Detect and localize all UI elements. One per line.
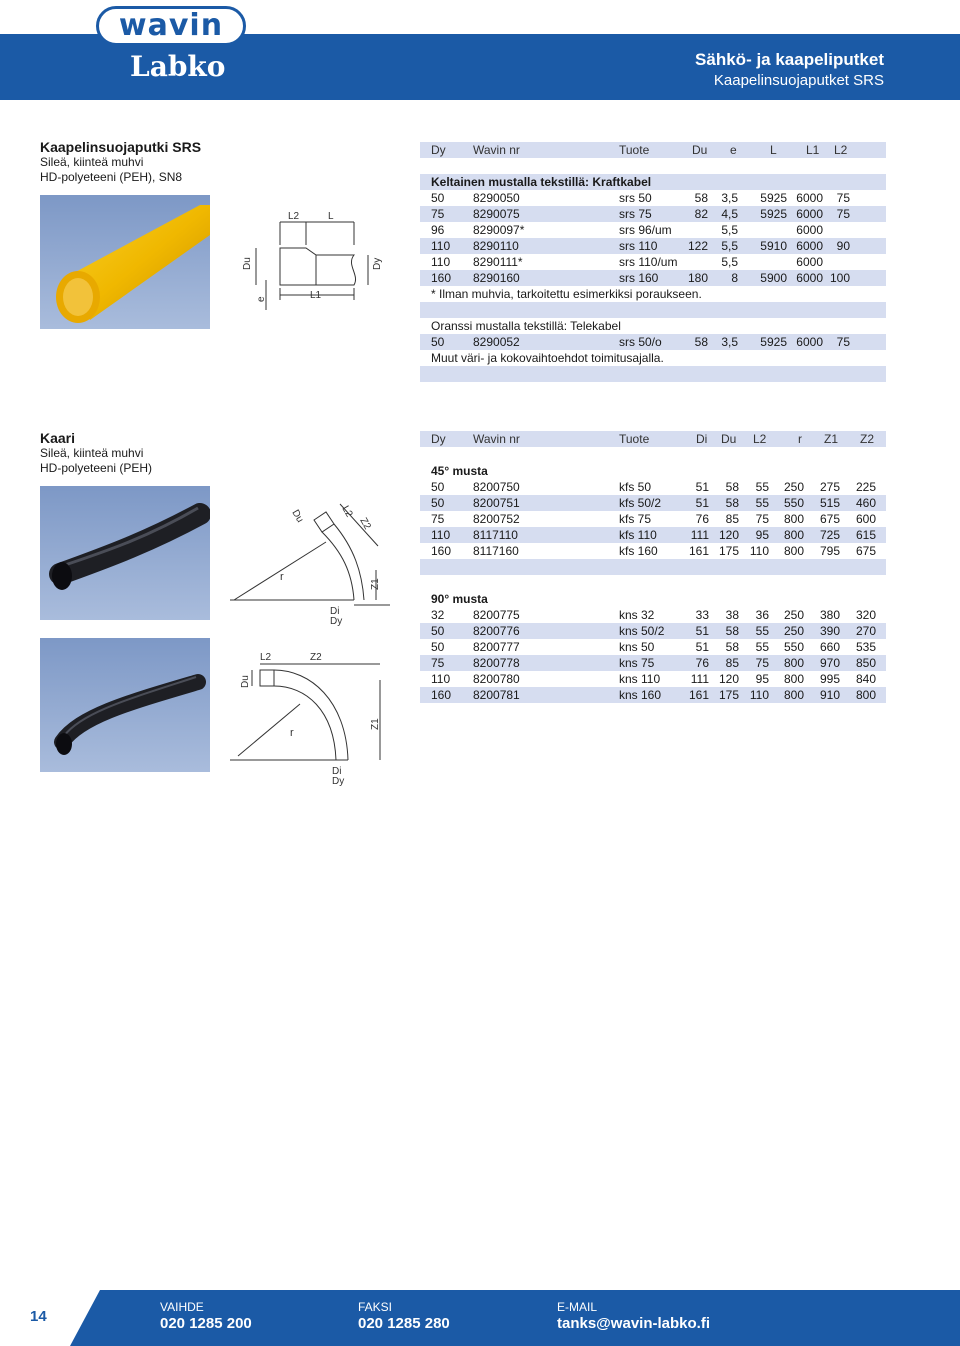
page-header xyxy=(0,0,960,100)
table-cell: 111 xyxy=(690,672,709,686)
table-cell: 82 xyxy=(694,207,708,221)
table-row xyxy=(420,238,886,254)
table-cell: 8290052 xyxy=(473,335,520,349)
srs-dimension-diagram xyxy=(236,200,406,310)
table-cell: 5900 xyxy=(760,271,787,285)
table-cell: 5,5 xyxy=(721,255,738,269)
table-cell: 675 xyxy=(819,512,840,526)
table-cell: srs 75 xyxy=(619,207,652,221)
table-cell: 110 xyxy=(431,239,451,253)
table-row xyxy=(420,479,886,495)
col-tuote: Tuote xyxy=(619,143,650,157)
table-cell: 50 xyxy=(431,335,445,349)
table-cell: 32 xyxy=(431,608,445,622)
col-z2: Z2 xyxy=(860,432,875,446)
table-cell: 800 xyxy=(783,672,804,686)
kaari-group2: 90° musta xyxy=(431,592,488,606)
table-cell: 800 xyxy=(783,544,804,558)
srs-pipe-photo xyxy=(40,195,210,329)
table-cell: 275 xyxy=(819,480,840,494)
table-row xyxy=(420,495,886,511)
table-cell: 33 xyxy=(695,608,709,622)
table-cell: 8200751 xyxy=(473,496,520,510)
kaari-90-diagram xyxy=(230,640,405,790)
table-cell: 50 xyxy=(431,191,445,205)
table-cell: 110 xyxy=(749,688,769,702)
table-cell: 800 xyxy=(855,688,876,702)
srs-dia-e: e xyxy=(256,296,267,302)
table-cell: 175 xyxy=(718,688,739,702)
labko-logo: Labko xyxy=(130,50,226,83)
table-cell: 390 xyxy=(819,624,840,638)
table-cell: 8290160 xyxy=(473,271,520,285)
table-cell: 8290111* xyxy=(473,255,523,269)
table-cell: 51 xyxy=(695,624,709,638)
table-cell: kns 75 xyxy=(619,656,655,670)
table-cell: 58 xyxy=(694,335,708,349)
email-value[interactable]: tanks@wavin-labko.fi xyxy=(557,1315,710,1332)
table-cell: 8200752 xyxy=(473,512,520,526)
table-cell: 270 xyxy=(855,624,876,638)
table-cell: srs 160 xyxy=(619,271,659,285)
srs-group1: Keltainen mustalla tekstillä: Kraftkabel xyxy=(420,174,886,190)
srs-group2: Oranssi mustalla tekstillä: Telekabel xyxy=(431,319,621,333)
table-cell: 5,5 xyxy=(721,223,738,237)
table-cell: 175 xyxy=(718,544,739,558)
table-cell: 58 xyxy=(725,480,739,494)
table-cell: 36 xyxy=(755,608,769,622)
srs-heading xyxy=(40,139,201,185)
table-cell: kns 110 xyxy=(619,672,661,686)
table-cell: 725 xyxy=(819,528,840,542)
table-cell: 8290075 xyxy=(473,207,520,221)
table-cell: kns 160 xyxy=(619,688,662,702)
table-cell: 160 xyxy=(431,544,452,558)
table-cell: kfs 50/2 xyxy=(619,496,662,510)
kaari-dia-z2: Z2 xyxy=(357,516,373,532)
table-cell: 6000 xyxy=(796,255,823,269)
table-cell: 8200775 xyxy=(473,608,520,622)
table-row xyxy=(420,334,886,350)
col-r: r xyxy=(798,432,802,446)
table-cell: 55 xyxy=(755,480,769,494)
table-cell: 8290110 xyxy=(473,239,519,253)
table-cell: 58 xyxy=(694,191,708,205)
srs-note1: * Ilman muhvia, tarkoitettu esimerkiksi poraukseen. xyxy=(431,287,702,301)
table-cell: 380 xyxy=(819,608,840,622)
table-cell: 75 xyxy=(431,512,445,526)
spacer xyxy=(420,302,886,318)
page-number: 14 xyxy=(30,1308,47,1325)
table-row xyxy=(420,254,886,270)
table-cell: 38 xyxy=(725,608,739,622)
table-cell: 75 xyxy=(836,191,850,205)
table-cell: 180 xyxy=(687,271,708,285)
table-cell: 75 xyxy=(755,656,769,670)
table-row xyxy=(420,527,886,543)
col-l2: L2 xyxy=(834,143,848,157)
srs-table xyxy=(420,142,886,382)
kaari-table-header xyxy=(420,431,886,447)
kaari90-dia-z1: Z1 xyxy=(370,718,381,730)
table-cell: 6000 xyxy=(796,207,823,221)
table-cell: srs 96/um xyxy=(619,223,672,237)
table-cell: 76 xyxy=(695,656,709,670)
table-cell: 96 xyxy=(431,223,445,237)
kaari-dia-r: r xyxy=(280,571,284,583)
table-cell: 75 xyxy=(431,656,445,670)
srs-sub1: Sileä, kiinteä muhvi xyxy=(40,155,144,169)
table-row xyxy=(420,543,886,559)
kaari-title: Kaari xyxy=(40,430,76,446)
table-cell: srs 110 xyxy=(619,239,658,253)
kaari-dia-du: Du xyxy=(289,508,306,525)
table-cell: 122 xyxy=(687,239,708,253)
table-cell: 550 xyxy=(783,640,804,654)
table-cell: 95 xyxy=(755,672,769,686)
srs-note2: Muut väri- ja kokovaihtoehdot toimitusajalla. xyxy=(431,351,664,365)
table-cell: 50 xyxy=(431,624,445,638)
table-cell: 55 xyxy=(755,496,769,510)
table-cell: 75 xyxy=(431,207,445,221)
table-cell: 970 xyxy=(819,656,840,670)
table-cell: 160 xyxy=(431,688,452,702)
spacer xyxy=(420,559,886,575)
col-wavin-nr: Wavin nr xyxy=(473,432,520,446)
table-cell: 460 xyxy=(855,496,876,510)
table-cell: 8200781 xyxy=(473,688,520,702)
table-cell: 110 xyxy=(749,544,769,558)
header-subtitle: Kaapelinsuojaputket SRS xyxy=(713,72,884,89)
table-cell: 675 xyxy=(855,544,876,558)
kaari-dia-dy: Dy xyxy=(330,616,343,627)
table-cell: 50 xyxy=(431,496,445,510)
table-cell: 910 xyxy=(819,688,840,702)
table-cell: 3,5 xyxy=(721,191,738,205)
col-du: Du xyxy=(692,143,708,157)
table-cell: 51 xyxy=(695,480,709,494)
wavin-logo xyxy=(96,6,246,46)
footer-email xyxy=(557,1300,710,1332)
srs-table-header xyxy=(420,142,886,158)
table-cell: 55 xyxy=(755,640,769,654)
table-cell: 58 xyxy=(725,624,739,638)
table-row xyxy=(420,623,886,639)
table-row xyxy=(420,511,886,527)
table-cell: 550 xyxy=(783,496,804,510)
table-cell: 58 xyxy=(725,496,739,510)
kaari90-dia-z2: Z2 xyxy=(310,652,322,663)
table-cell: 58 xyxy=(725,640,739,654)
table-cell: 5925 xyxy=(760,335,787,349)
table-cell: 850 xyxy=(855,656,876,670)
email-label: E-MAIL xyxy=(557,1300,598,1314)
table-cell: 110 xyxy=(431,528,451,542)
table-row xyxy=(420,639,886,655)
table-row xyxy=(420,190,886,206)
table-row xyxy=(420,607,886,623)
table-cell: 5925 xyxy=(760,207,787,221)
table-cell: 111 xyxy=(690,528,709,542)
srs-dia-l: L xyxy=(328,211,334,222)
table-cell: 110 xyxy=(431,255,451,269)
page-footer xyxy=(0,1290,960,1346)
table-cell: srs 50 xyxy=(619,191,652,205)
table-cell: 50 xyxy=(431,640,445,654)
kaari90-dia-r: r xyxy=(290,727,294,739)
table-cell: 75 xyxy=(836,207,850,221)
spacer xyxy=(420,366,886,382)
srs-title: Kaapelinsuojaputki SRS xyxy=(40,139,202,155)
kaari-dia-z1: Z1 xyxy=(370,578,381,590)
table-cell: 5910 xyxy=(760,239,787,253)
kaari-90-photo xyxy=(40,638,210,772)
table-cell: 995 xyxy=(819,672,840,686)
col-z1: Z1 xyxy=(824,432,839,446)
table-cell: 250 xyxy=(783,608,804,622)
table-cell: 161 xyxy=(688,544,709,558)
table-cell: 600 xyxy=(855,512,876,526)
table-cell: 660 xyxy=(819,640,840,654)
table-cell: 120 xyxy=(718,528,739,542)
table-cell: 51 xyxy=(695,496,709,510)
footer-fax xyxy=(358,1300,450,1332)
table-cell: kfs 50 xyxy=(619,480,652,494)
table-cell: 160 xyxy=(431,271,452,285)
kaari-45-diagram xyxy=(230,490,405,630)
col-wavin-nr: Wavin nr xyxy=(473,143,520,157)
table-cell: srs 50/o xyxy=(619,335,662,349)
table-cell: 8200776 xyxy=(473,624,520,638)
table-cell: 85 xyxy=(725,656,739,670)
col-l1: L1 xyxy=(806,143,820,157)
col-di: Di xyxy=(696,432,708,446)
kaari90-dia-dy: Dy xyxy=(332,776,345,787)
table-cell: 120 xyxy=(718,672,739,686)
table-row xyxy=(420,687,886,703)
spacer xyxy=(420,575,886,591)
srs-dia-dy: Dy xyxy=(372,257,383,270)
table-cell: 8290050 xyxy=(473,191,520,205)
table-cell: kns 50/2 xyxy=(619,624,665,638)
table-cell: 95 xyxy=(755,528,769,542)
table-cell: 85 xyxy=(725,512,739,526)
table-cell: 75 xyxy=(755,512,769,526)
table-cell: 800 xyxy=(783,512,804,526)
col-dy: Dy xyxy=(431,432,446,446)
table-cell: 320 xyxy=(855,608,876,622)
table-cell: 8200750 xyxy=(473,480,520,494)
table-row xyxy=(420,655,886,671)
table-cell: 75 xyxy=(836,335,850,349)
table-cell: 6000 xyxy=(796,271,823,285)
table-cell: 840 xyxy=(855,672,876,686)
kaari-45-photo xyxy=(40,486,210,620)
table-cell: kns 50 xyxy=(619,640,655,654)
srs-dia-l1: L1 xyxy=(310,290,322,301)
fax-label: FAKSI xyxy=(358,1300,393,1314)
table-cell: 8117110 xyxy=(473,528,518,542)
table-cell: 795 xyxy=(819,544,840,558)
table-cell: 615 xyxy=(855,528,876,542)
table-cell: 8117160 xyxy=(473,544,519,558)
srs-dia-l2: L2 xyxy=(288,211,300,222)
table-cell: 8290097* xyxy=(473,223,525,237)
table-cell: 250 xyxy=(783,480,804,494)
table-cell: 8200778 xyxy=(473,656,520,670)
phone-value: 020 1285 200 xyxy=(160,1315,252,1332)
table-cell: 5,5 xyxy=(721,239,738,253)
table-cell: 100 xyxy=(829,271,850,285)
col-dy: Dy xyxy=(431,143,446,157)
kaari-sub2: HD-polyeteeni (PEH) xyxy=(40,461,153,475)
table-cell: 6000 xyxy=(796,223,823,237)
table-cell: srs 110/um xyxy=(619,255,678,269)
table-cell: 800 xyxy=(783,528,804,542)
table-row xyxy=(420,222,886,238)
table-cell: 90 xyxy=(836,239,850,253)
table-row xyxy=(420,270,886,286)
spacer xyxy=(420,447,886,463)
table-cell: 55 xyxy=(755,624,769,638)
col-l2: L2 xyxy=(753,432,767,446)
col-du: Du xyxy=(721,432,737,446)
spacer xyxy=(420,158,886,174)
table-cell: 250 xyxy=(783,624,804,638)
table-cell: 515 xyxy=(819,496,840,510)
header-title-block xyxy=(695,50,884,89)
table-cell: 800 xyxy=(783,688,804,702)
table-cell: kfs 75 xyxy=(619,512,652,526)
header-title: Sähkö- ja kaapeliputket xyxy=(695,50,884,69)
table-cell: 5925 xyxy=(760,191,787,205)
kaari-group1: 45° musta xyxy=(431,464,488,478)
table-cell: 800 xyxy=(783,656,804,670)
table-cell: 50 xyxy=(431,480,445,494)
srs-dia-du: Du xyxy=(242,257,253,270)
table-cell: 4,5 xyxy=(721,207,738,221)
table-cell: 3,5 xyxy=(721,335,738,349)
table-cell: kfs 160 xyxy=(619,544,658,558)
table-cell: kfs 110 xyxy=(619,528,657,542)
table-cell: 8 xyxy=(731,271,738,285)
kaari90-dia-di: Di xyxy=(332,766,342,777)
kaari-sub1: Sileä, kiinteä muhvi xyxy=(40,446,144,460)
footer-phone xyxy=(160,1300,252,1332)
wavin-logo-text: wavin xyxy=(118,8,224,43)
col-l: L xyxy=(770,143,777,157)
table-row xyxy=(420,671,886,687)
fax-value: 020 1285 280 xyxy=(358,1315,450,1332)
col-e: e xyxy=(730,143,737,157)
table-cell: kns 32 xyxy=(619,608,655,622)
table-cell: 6000 xyxy=(796,191,823,205)
col-tuote: Tuote xyxy=(619,432,650,446)
table-cell: 225 xyxy=(855,480,876,494)
kaari-dia-l2: L2 xyxy=(339,504,355,520)
srs-sub2: HD-polyeteeni (PEH), SN8 xyxy=(40,170,183,184)
table-cell: 8200777 xyxy=(473,640,520,654)
phone-label: VAIHDE xyxy=(160,1300,204,1314)
table-cell: 8200780 xyxy=(473,672,520,686)
table-cell: 6000 xyxy=(796,335,823,349)
table-cell: 51 xyxy=(695,640,709,654)
kaari90-dia-du: Du xyxy=(240,675,251,688)
kaari-heading xyxy=(40,430,152,476)
table-cell: 161 xyxy=(688,688,709,702)
kaari-table xyxy=(420,431,886,703)
kaari90-dia-l2: L2 xyxy=(260,652,272,663)
table-row xyxy=(420,206,886,222)
table-cell: 535 xyxy=(855,640,876,654)
table-cell: 76 xyxy=(695,512,709,526)
table-cell: 110 xyxy=(431,672,451,686)
kaari-dia-di: Di xyxy=(330,606,340,617)
table-cell: 6000 xyxy=(796,239,823,253)
